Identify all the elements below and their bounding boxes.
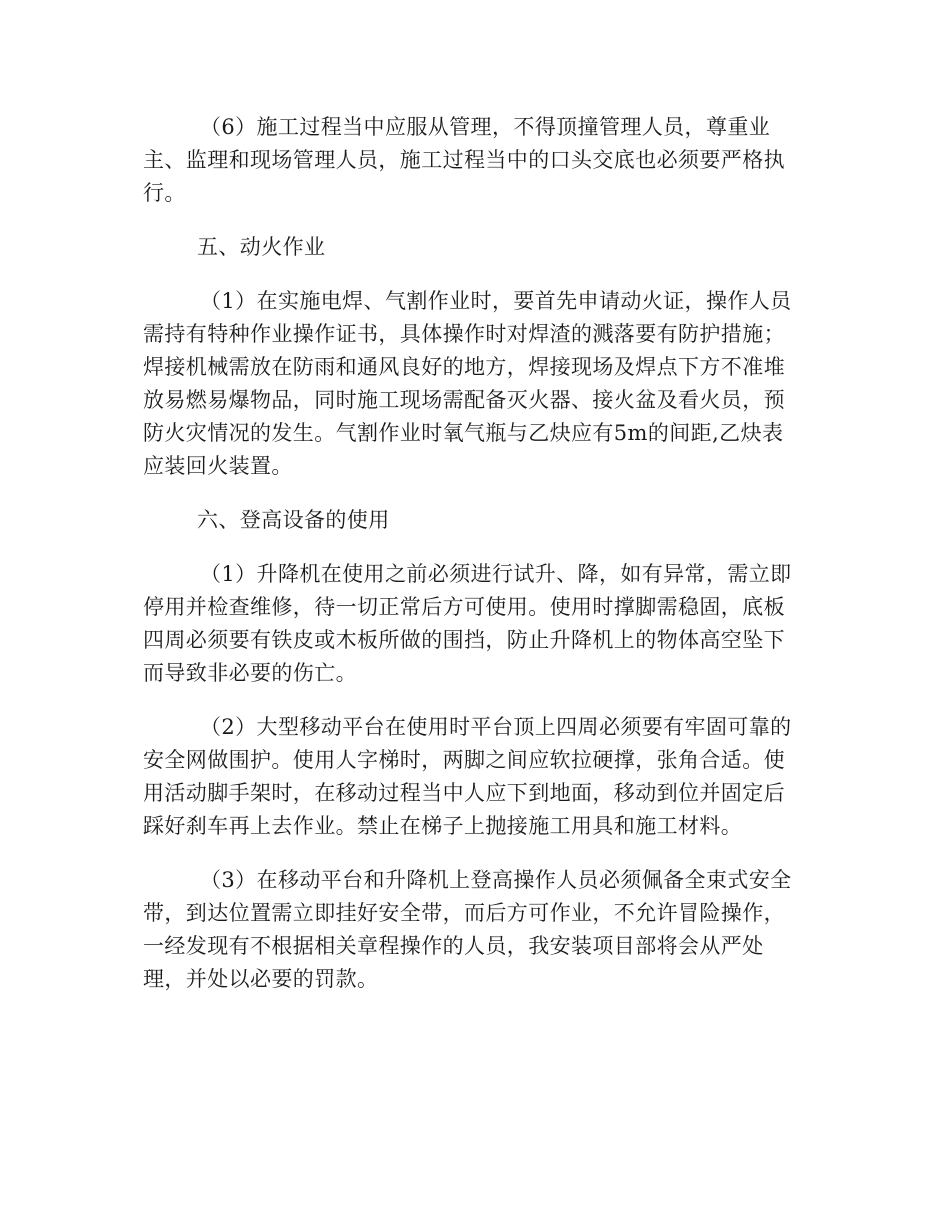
text-line: （6）施工过程当中应服从管理，不得顶撞管理人员，尊重业 <box>200 115 771 139</box>
text-line: 踩好刹车再上去作业。禁止在梯子上抛接施工用具和施工材料。 <box>143 814 743 838</box>
text-line: （1）升降机在使用之前必须进行试升、降，如有异常，需立即 <box>200 562 792 586</box>
text-line: 用活动脚手架时，在移动过程当中人应下到地面，移动到位并固定后 <box>143 781 785 805</box>
text-line: 带，到达位置需立即挂好安全带，而后方可作业，不允许冒险操作， <box>143 901 785 925</box>
text-line: （2）大型移动平台在使用时平台顶上四周必须要有牢固可靠的 <box>200 715 792 739</box>
text-line: 理，并处以必要的罚款。 <box>143 967 379 991</box>
section-heading-hot-work: 五、动火作业 <box>197 235 326 259</box>
text-line: 应装回火装置。 <box>143 454 293 478</box>
text-line: 焊接机械需放在防雨和通风良好的地方，焊接现场及焊点下方不准堆 <box>143 355 785 379</box>
text-line: 安全网做围护。使用人字梯时，两脚之间应软拉硬撑，张角合适。使 <box>143 748 785 772</box>
text-line: 四周必须要有铁皮或木板所做的围挡，防止升降机上的物体高空坠下 <box>143 628 785 652</box>
text-line: （1）在实施电焊、气割作业时，要首先申请动火证，操作人员 <box>200 289 792 313</box>
paragraph-hot-work-1 <box>143 285 808 483</box>
text-line: 行。 <box>143 181 186 205</box>
text-line: 主、监理和现场管理人员，施工过程当中的口头交底也必须要严格执 <box>143 148 785 172</box>
paragraph-item-6 <box>143 111 808 210</box>
document-body <box>143 111 808 996</box>
text-line: 而导致非必要的伤亡。 <box>143 661 357 685</box>
text-line: 需持有特种作业操作证书，具体操作时对焊渣的溅落要有防护措施； <box>143 322 785 346</box>
text-line: （3）在移动平台和升降机上登高操作人员必须佩备全束式安全 <box>200 868 792 892</box>
text-line: 放易燃易爆物品，同时施工现场需配备灭火器、接火盆及看火员，预 <box>143 388 785 412</box>
paragraph-climbing-3 <box>143 864 808 996</box>
section-heading-climbing-equipment: 六、登高设备的使用 <box>197 508 390 532</box>
paragraph-climbing-2 <box>143 711 808 843</box>
text-line: 防火灾情况的发生。气割作业时氧气瓶与乙炔应有5m的间距,乙炔表 <box>143 421 784 445</box>
paragraph-climbing-1 <box>143 558 808 690</box>
text-line: 停用并检查维修，待一切正常后方可使用。使用时撑脚需稳固，底板 <box>143 595 785 619</box>
text-line: 一经发现有不根据相关章程操作的人员，我安装项目部将会从严处 <box>143 934 764 958</box>
